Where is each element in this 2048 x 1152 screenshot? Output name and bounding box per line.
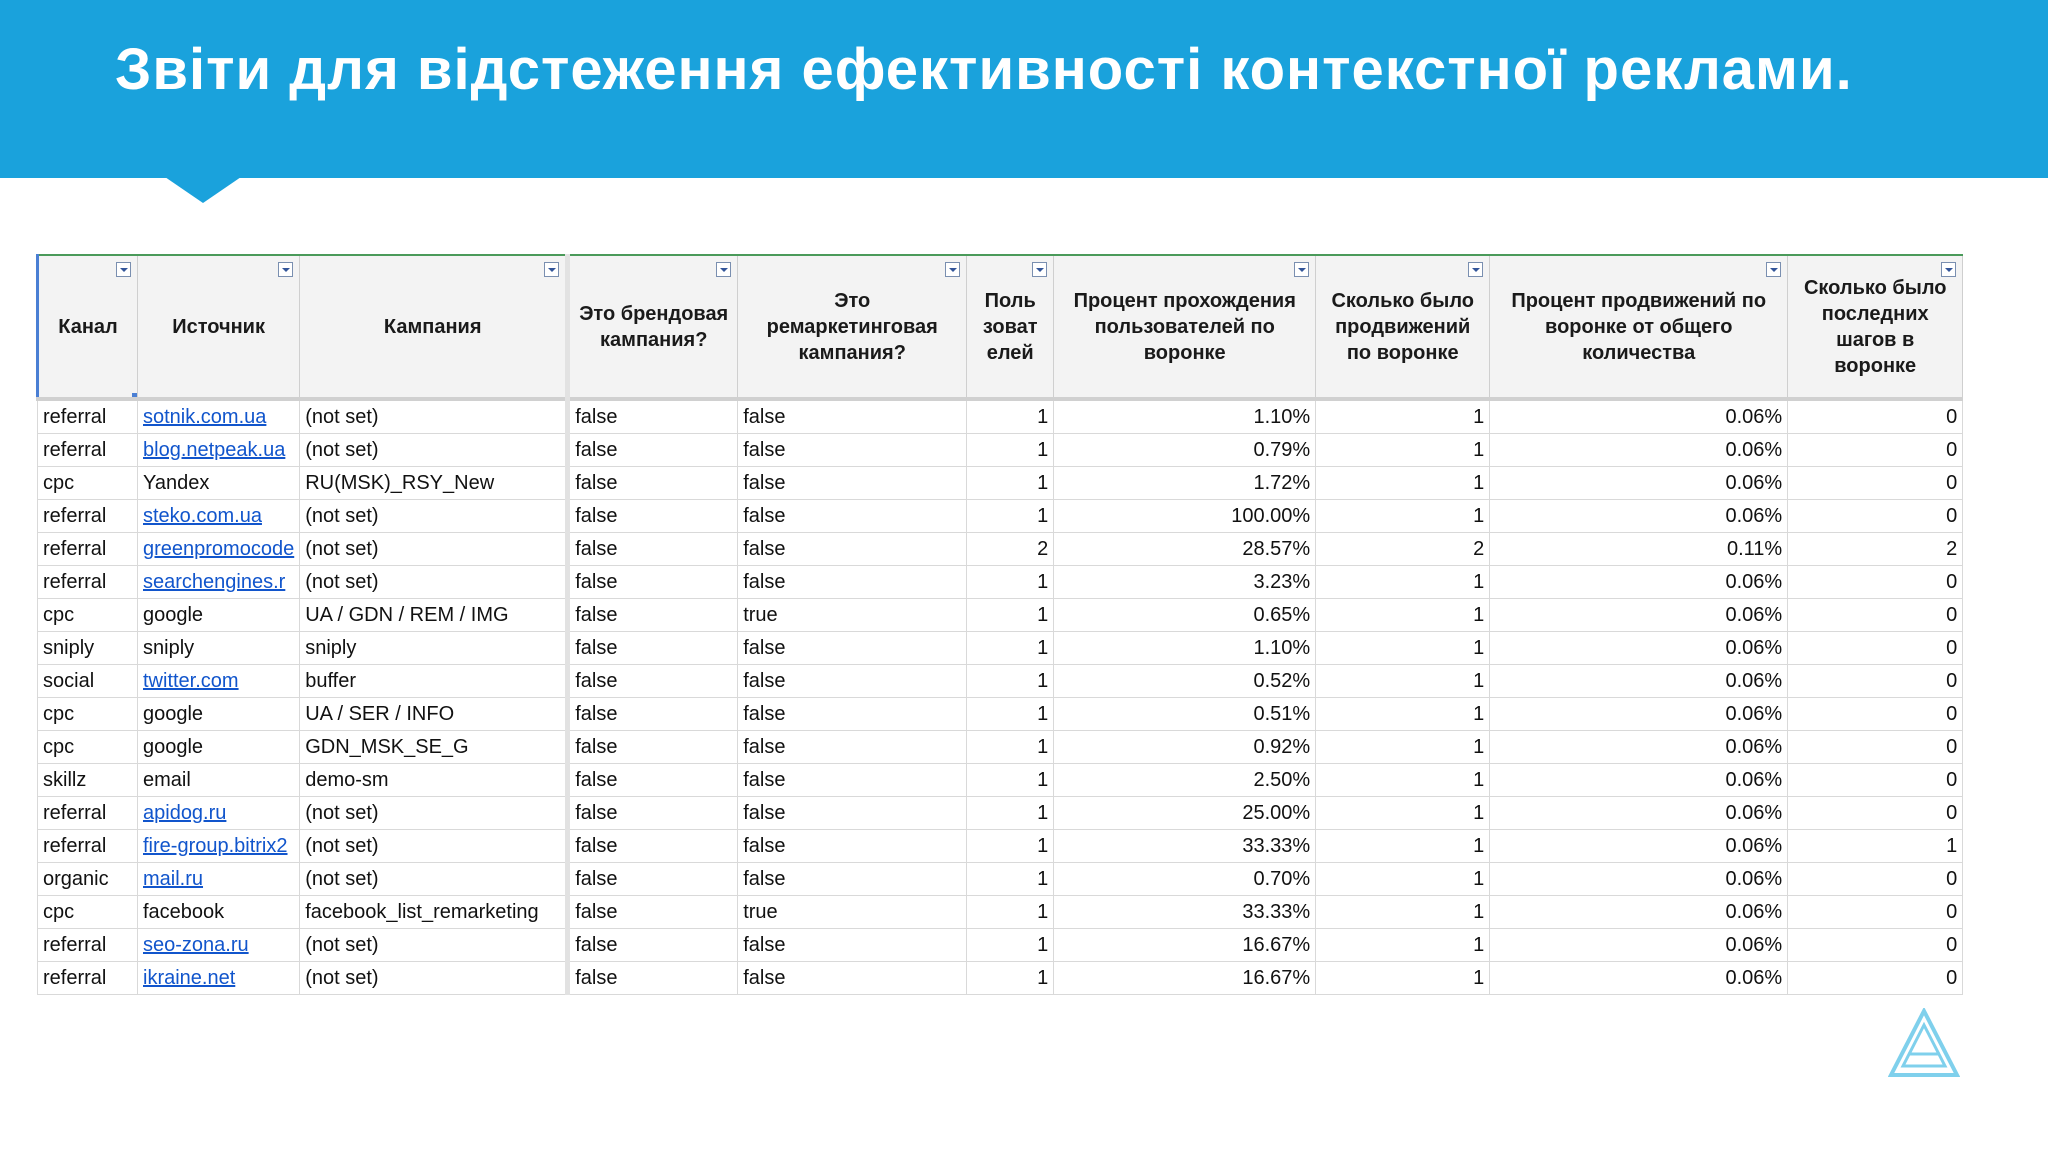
- cell-campaign: RU(MSK)_RSY_New: [300, 467, 568, 500]
- cell-campaign: (not set): [300, 434, 568, 467]
- cell-brand: false: [568, 797, 738, 830]
- cell-progressions: 1: [1316, 731, 1490, 764]
- table-row: [38, 797, 1963, 830]
- cell-progression-share: 0.06%: [1490, 896, 1788, 929]
- table-row: [38, 929, 1963, 962]
- cell-channel: cpc: [38, 698, 138, 731]
- cell-progression-share: 0.06%: [1490, 665, 1788, 698]
- header-progression-share[interactable]: Процент продвижений по воронке от общего количества: [1490, 255, 1788, 399]
- cell-campaign: demo-sm: [300, 764, 568, 797]
- cell-remarketing: false: [738, 467, 967, 500]
- cell-channel: cpc: [38, 467, 138, 500]
- table-row: [38, 962, 1963, 995]
- cell-channel: referral: [38, 566, 138, 599]
- cell-users: 1: [967, 863, 1054, 896]
- cell-progression-share: 0.06%: [1490, 399, 1788, 434]
- cell-channel: cpc: [38, 731, 138, 764]
- cell-last-steps: 2: [1788, 533, 1963, 566]
- table-row: [38, 533, 1963, 566]
- cell-progressions: 1: [1316, 467, 1490, 500]
- header-source[interactable]: Источник: [138, 255, 300, 399]
- cell-brand: false: [568, 399, 738, 434]
- cell-progressions: 1: [1316, 399, 1490, 434]
- cell-users: 2: [967, 533, 1054, 566]
- cell-brand: false: [568, 665, 738, 698]
- cell-remarketing: false: [738, 533, 967, 566]
- cell-pass-percent: 0.70%: [1054, 863, 1316, 896]
- table-row: [38, 764, 1963, 797]
- header-campaign[interactable]: Кампания: [300, 255, 568, 399]
- funnel-report-table: [36, 254, 1963, 995]
- cell-last-steps: 1: [1788, 830, 1963, 863]
- cell-progression-share: 0.06%: [1490, 929, 1788, 962]
- cell-campaign: UA / SER / INFO: [300, 698, 568, 731]
- cell-source: facebook: [138, 896, 300, 929]
- header-row: [38, 255, 1963, 399]
- cell-last-steps: 0: [1788, 962, 1963, 995]
- cell-brand: false: [568, 467, 738, 500]
- cell-source[interactable]: seo-zona.ru: [138, 929, 300, 962]
- cell-pass-percent: 1.10%: [1054, 399, 1316, 434]
- filter-dropdown-icon[interactable]: [1468, 262, 1483, 277]
- cell-remarketing: false: [738, 399, 967, 434]
- cell-progressions: 1: [1316, 698, 1490, 731]
- cell-pass-percent: 1.72%: [1054, 467, 1316, 500]
- cell-pass-percent: 25.00%: [1054, 797, 1316, 830]
- cell-progressions: 1: [1316, 929, 1490, 962]
- cell-progressions: 2: [1316, 533, 1490, 566]
- cell-remarketing: false: [738, 434, 967, 467]
- cell-users: 1: [967, 797, 1054, 830]
- cell-progressions: 1: [1316, 500, 1490, 533]
- cell-campaign: sniply: [300, 632, 568, 665]
- cell-pass-percent: 0.92%: [1054, 731, 1316, 764]
- banner-notch: [165, 177, 241, 203]
- table-row: [38, 632, 1963, 665]
- header-users[interactable]: Поль зоват елей: [967, 255, 1054, 399]
- cell-brand: false: [568, 698, 738, 731]
- cell-brand: false: [568, 566, 738, 599]
- cell-pass-percent: 33.33%: [1054, 830, 1316, 863]
- cell-campaign: (not set): [300, 929, 568, 962]
- cell-source[interactable]: greenpromocode: [138, 533, 300, 566]
- cell-remarketing: false: [738, 500, 967, 533]
- cell-users: 1: [967, 434, 1054, 467]
- cell-progression-share: 0.06%: [1490, 632, 1788, 665]
- cell-campaign: (not set): [300, 962, 568, 995]
- cell-users: 1: [967, 632, 1054, 665]
- cell-users: 1: [967, 764, 1054, 797]
- cell-channel: referral: [38, 500, 138, 533]
- cell-channel: referral: [38, 929, 138, 962]
- cell-campaign: (not set): [300, 533, 568, 566]
- cell-progressions: 1: [1316, 599, 1490, 632]
- cell-source[interactable]: sotnik.com.ua: [138, 399, 300, 434]
- table-row: [38, 434, 1963, 467]
- cell-pass-percent: 2.50%: [1054, 764, 1316, 797]
- table-row: [38, 467, 1963, 500]
- table-row: [38, 399, 1963, 434]
- cell-campaign: (not set): [300, 399, 568, 434]
- cell-users: 1: [967, 896, 1054, 929]
- cell-channel: referral: [38, 399, 138, 434]
- cell-users: 1: [967, 500, 1054, 533]
- cell-last-steps: 0: [1788, 665, 1963, 698]
- cell-users: 1: [967, 566, 1054, 599]
- cell-last-steps: 0: [1788, 731, 1963, 764]
- cell-channel: sniply: [38, 632, 138, 665]
- cell-users: 1: [967, 665, 1054, 698]
- cell-source: google: [138, 599, 300, 632]
- cell-last-steps: 0: [1788, 797, 1963, 830]
- cell-last-steps: 0: [1788, 632, 1963, 665]
- cell-campaign: buffer: [300, 665, 568, 698]
- cell-channel: cpc: [38, 599, 138, 632]
- cell-remarketing: false: [738, 566, 967, 599]
- cell-source: Yandex: [138, 467, 300, 500]
- table-row: [38, 698, 1963, 731]
- header-funnel-progressions[interactable]: Сколько было продвижений по воронке: [1316, 255, 1490, 399]
- slide-title: Звіти для відстеження ефективності контекстної реклами.: [115, 37, 1853, 102]
- table-body: [38, 399, 1963, 995]
- table-row: [38, 665, 1963, 698]
- cell-last-steps: 0: [1788, 863, 1963, 896]
- cell-channel: cpc: [38, 896, 138, 929]
- cell-progressions: 1: [1316, 830, 1490, 863]
- cell-brand: false: [568, 533, 738, 566]
- filter-dropdown-icon[interactable]: [1766, 262, 1781, 277]
- cell-channel: skillz: [38, 764, 138, 797]
- cell-campaign: (not set): [300, 797, 568, 830]
- cell-source[interactable]: ikraine.net: [138, 962, 300, 995]
- cell-progressions: 1: [1316, 764, 1490, 797]
- cell-channel: referral: [38, 434, 138, 467]
- cell-source[interactable]: apidog.ru: [138, 797, 300, 830]
- cell-last-steps: 0: [1788, 599, 1963, 632]
- cell-campaign: GDN_MSK_SE_G: [300, 731, 568, 764]
- cell-users: 1: [967, 698, 1054, 731]
- cell-campaign: (not set): [300, 566, 568, 599]
- cell-last-steps: 0: [1788, 698, 1963, 731]
- table-row: [38, 731, 1963, 764]
- cell-channel: referral: [38, 797, 138, 830]
- filter-dropdown-icon[interactable]: [544, 262, 559, 277]
- cell-brand: false: [568, 896, 738, 929]
- table-row: [38, 566, 1963, 599]
- filter-dropdown-icon[interactable]: [945, 262, 960, 277]
- table-row: [38, 599, 1963, 632]
- table-row: [38, 863, 1963, 896]
- cell-progression-share: 0.11%: [1490, 533, 1788, 566]
- cell-source: google: [138, 698, 300, 731]
- filter-dropdown-icon[interactable]: [716, 262, 731, 277]
- cell-remarketing: false: [738, 863, 967, 896]
- cell-progression-share: 0.06%: [1490, 764, 1788, 797]
- cell-progressions: 1: [1316, 896, 1490, 929]
- cell-channel: organic: [38, 863, 138, 896]
- cell-remarketing: false: [738, 731, 967, 764]
- cell-source: sniply: [138, 632, 300, 665]
- cell-remarketing: false: [738, 632, 967, 665]
- cell-last-steps: 0: [1788, 764, 1963, 797]
- cell-remarketing: false: [738, 929, 967, 962]
- cell-remarketing: false: [738, 962, 967, 995]
- cell-progression-share: 0.06%: [1490, 797, 1788, 830]
- cell-users: 1: [967, 599, 1054, 632]
- cell-progression-share: 0.06%: [1490, 731, 1788, 764]
- cell-progressions: 1: [1316, 797, 1490, 830]
- cell-progression-share: 0.06%: [1490, 467, 1788, 500]
- filter-dropdown-icon[interactable]: [1294, 262, 1309, 277]
- cell-progressions: 1: [1316, 863, 1490, 896]
- filter-dropdown-icon[interactable]: [1032, 262, 1047, 277]
- cell-source[interactable]: mail.ru: [138, 863, 300, 896]
- cell-remarketing: true: [738, 896, 967, 929]
- triangle-logo-icon: [1888, 1008, 1960, 1078]
- cell-progression-share: 0.06%: [1490, 830, 1788, 863]
- table-row: [38, 830, 1963, 863]
- cell-source[interactable]: twitter.com: [138, 665, 300, 698]
- cell-brand: false: [568, 863, 738, 896]
- header-brand-campaign[interactable]: Это брендовая кампания?: [568, 255, 738, 399]
- cell-progressions: 1: [1316, 665, 1490, 698]
- cell-users: 1: [967, 962, 1054, 995]
- cell-pass-percent: 3.23%: [1054, 566, 1316, 599]
- cell-progressions: 1: [1316, 962, 1490, 995]
- cell-source[interactable]: steko.com.ua: [138, 500, 300, 533]
- cell-pass-percent: 28.57%: [1054, 533, 1316, 566]
- cell-progressions: 1: [1316, 566, 1490, 599]
- cell-pass-percent: 0.65%: [1054, 599, 1316, 632]
- cell-brand: false: [568, 500, 738, 533]
- cell-pass-percent: 0.52%: [1054, 665, 1316, 698]
- cell-users: 1: [967, 467, 1054, 500]
- cell-brand: false: [568, 929, 738, 962]
- cell-progressions: 1: [1316, 632, 1490, 665]
- cell-remarketing: false: [738, 698, 967, 731]
- cell-source[interactable]: blog.netpeak.ua: [138, 434, 300, 467]
- cell-users: 1: [967, 830, 1054, 863]
- cell-brand: false: [568, 434, 738, 467]
- cell-channel: referral: [38, 533, 138, 566]
- cell-pass-percent: 0.79%: [1054, 434, 1316, 467]
- header-channel[interactable]: Канал: [38, 255, 138, 399]
- cell-users: 1: [967, 399, 1054, 434]
- filter-dropdown-icon[interactable]: [278, 262, 293, 277]
- cell-last-steps: 0: [1788, 500, 1963, 533]
- cell-brand: false: [568, 962, 738, 995]
- cell-progressions: 1: [1316, 434, 1490, 467]
- cell-last-steps: 0: [1788, 434, 1963, 467]
- cell-last-steps: 0: [1788, 896, 1963, 929]
- filter-dropdown-icon[interactable]: [116, 262, 131, 277]
- cell-last-steps: 0: [1788, 929, 1963, 962]
- cell-users: 1: [967, 929, 1054, 962]
- header-funnel-pass-percent[interactable]: Процент прохождения пользователей по воронке: [1054, 255, 1316, 399]
- cell-progression-share: 0.06%: [1490, 863, 1788, 896]
- cell-last-steps: 0: [1788, 467, 1963, 500]
- cell-campaign: (not set): [300, 830, 568, 863]
- table-row: [38, 896, 1963, 929]
- cell-source[interactable]: searchengines.r: [138, 566, 300, 599]
- cell-pass-percent: 16.67%: [1054, 962, 1316, 995]
- cell-progression-share: 0.06%: [1490, 434, 1788, 467]
- header-last-steps[interactable]: Сколько было последних шагов в воронке: [1788, 255, 1963, 399]
- table-row: [38, 500, 1963, 533]
- cell-channel: social: [38, 665, 138, 698]
- cell-remarketing: false: [738, 797, 967, 830]
- cell-remarketing: false: [738, 764, 967, 797]
- cell-brand: false: [568, 599, 738, 632]
- filter-dropdown-icon[interactable]: [1941, 262, 1956, 277]
- cell-channel: referral: [38, 962, 138, 995]
- cell-brand: false: [568, 764, 738, 797]
- cell-campaign: UA / GDN / REM / IMG: [300, 599, 568, 632]
- cell-pass-percent: 1.10%: [1054, 632, 1316, 665]
- cell-brand: false: [568, 731, 738, 764]
- cell-progression-share: 0.06%: [1490, 500, 1788, 533]
- cell-brand: false: [568, 830, 738, 863]
- cell-progression-share: 0.06%: [1490, 962, 1788, 995]
- cell-last-steps: 0: [1788, 566, 1963, 599]
- cell-channel: referral: [38, 830, 138, 863]
- cell-pass-percent: 0.51%: [1054, 698, 1316, 731]
- cell-users: 1: [967, 731, 1054, 764]
- cell-pass-percent: 16.67%: [1054, 929, 1316, 962]
- cell-remarketing: false: [738, 665, 967, 698]
- cell-source: email: [138, 764, 300, 797]
- cell-last-steps: 0: [1788, 399, 1963, 434]
- cell-progression-share: 0.06%: [1490, 698, 1788, 731]
- cell-remarketing: true: [738, 599, 967, 632]
- cell-progression-share: 0.06%: [1490, 566, 1788, 599]
- cell-campaign: facebook_list_remarketing: [300, 896, 568, 929]
- cell-remarketing: false: [738, 830, 967, 863]
- cell-progression-share: 0.06%: [1490, 599, 1788, 632]
- cell-brand: false: [568, 632, 738, 665]
- cell-source[interactable]: fire-group.bitrix2: [138, 830, 300, 863]
- cell-campaign: (not set): [300, 863, 568, 896]
- header-remarketing-campaign[interactable]: Это ремаркетинговая кампания?: [738, 255, 967, 399]
- cell-pass-percent: 33.33%: [1054, 896, 1316, 929]
- cell-campaign: (not set): [300, 500, 568, 533]
- cell-source: google: [138, 731, 300, 764]
- cell-pass-percent: 100.00%: [1054, 500, 1316, 533]
